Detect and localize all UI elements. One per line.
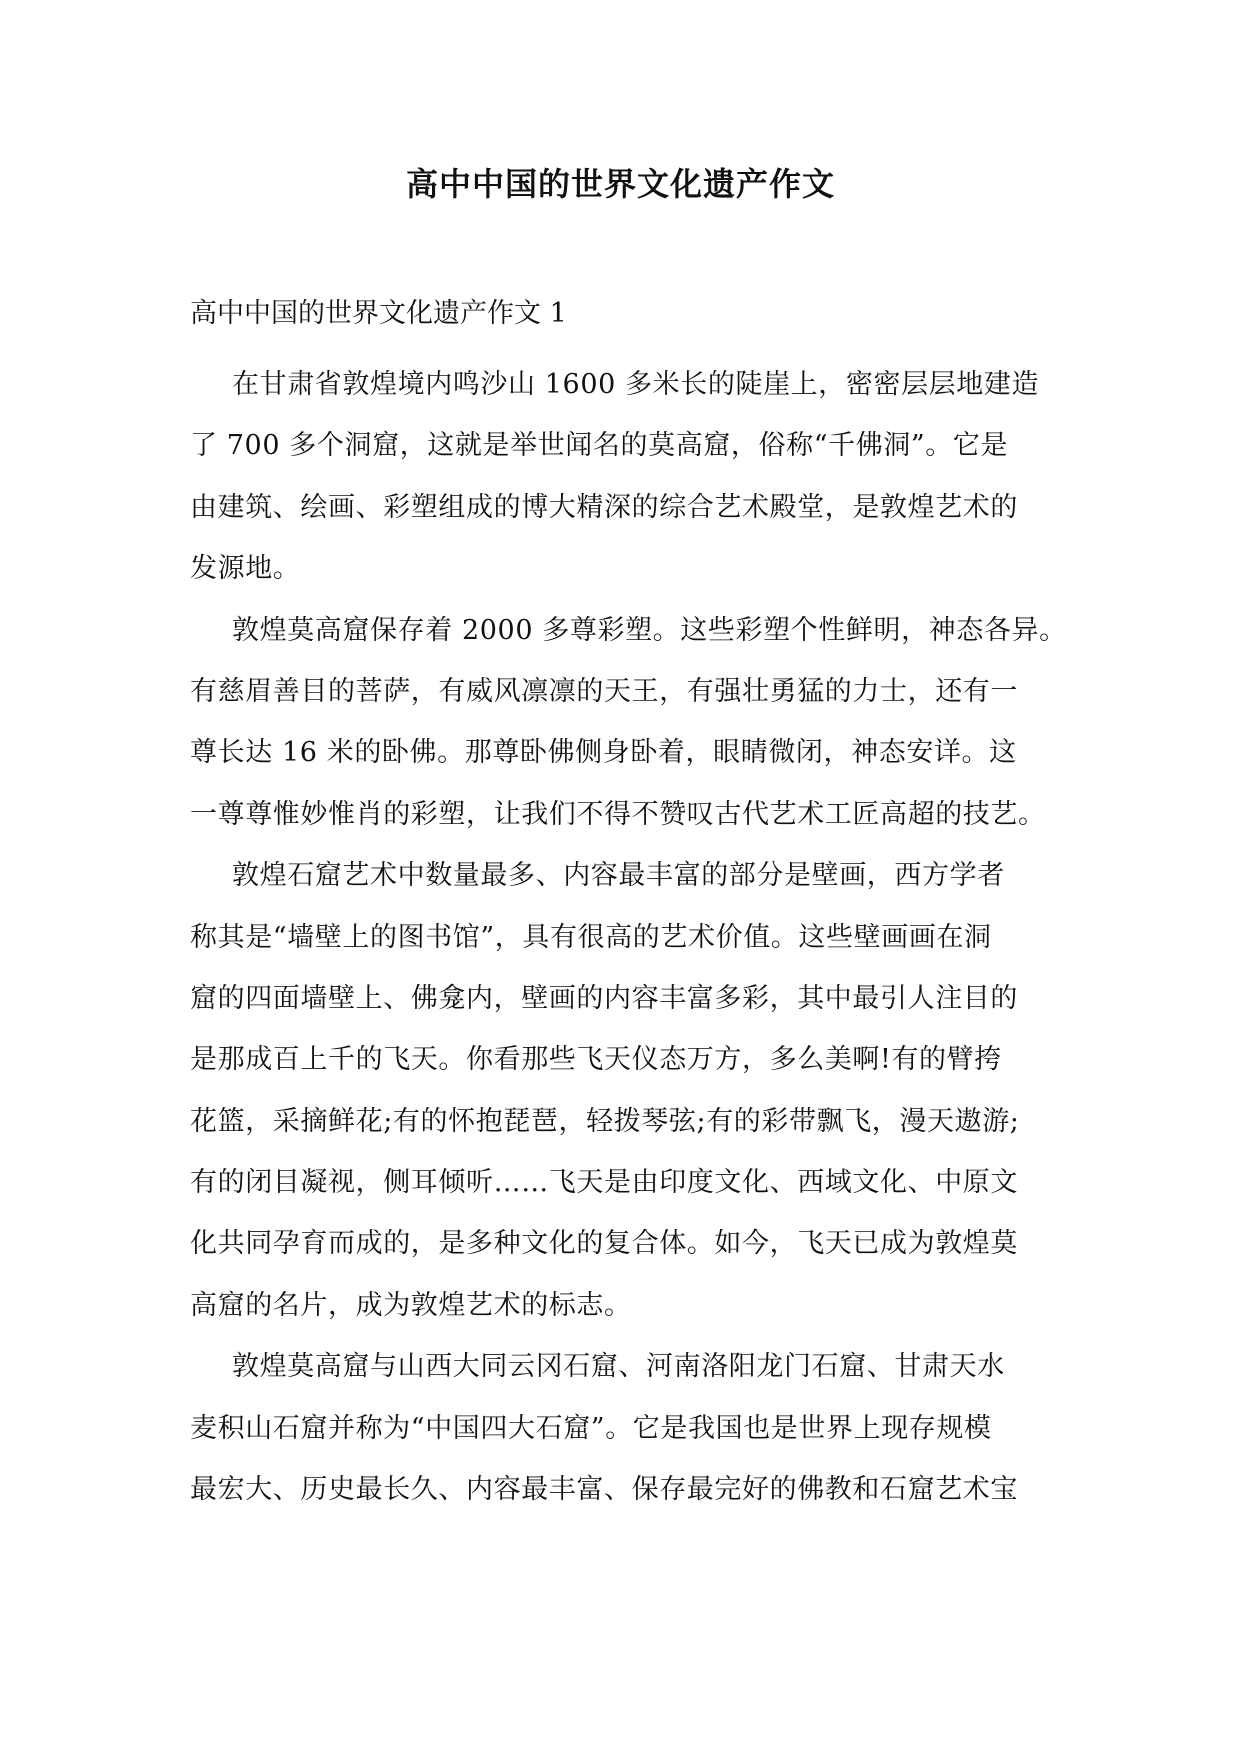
paragraph-2-line-2: 有慈眉善目的菩萨，有威风凛凛的天王，有强壮勇猛的力士，还有一: [190, 675, 1018, 707]
paragraph-3-line-2: 称其是“墙壁上的图书馆”，具有很高的艺术价值。这些壁画画在洞: [190, 921, 992, 953]
paragraph-4-line-2: 麦积山石窟并称为“中国四大石窟”。它是我国也是世界上现存规模: [190, 1412, 992, 1444]
paragraph-4-line-3: 最宏大、历史最长久、内容最丰富、保存最完好的佛教和石窟艺术宝: [190, 1474, 1018, 1506]
paragraph-3-line-5: 花篮，采摘鲜花;有的怀抱琵琶，轻拨琴弦;有的彩带飘飞，漫天遨游;: [190, 1105, 1020, 1137]
paragraph-2-line-4: 一尊尊惟妙惟肖的彩塑，让我们不得不赞叹古代艺术工匠高超的技艺。: [190, 798, 1046, 830]
paragraph-4-line-1: 敦煌莫高窟与山西大同云冈石窟、河南洛阳龙门石窟、甘肃天水: [232, 1351, 1005, 1383]
paragraph-1-line-3: 由建筑、绘画、彩塑组成的博大精深的综合艺术殿堂，是敦煌艺术的: [190, 491, 1018, 523]
essay-body: [190, 354, 1070, 1520]
paragraph-3-line-8: 高窟的名片，成为敦煌艺术的标志。: [190, 1289, 632, 1321]
paragraph-3-line-6: 有的闭目凝视，侧耳倾听……飞天是由印度文化、西域文化、中原文: [190, 1167, 1018, 1199]
paragraph-1-line-4: 发源地。: [190, 553, 301, 585]
paragraph-3-line-4: 是那成百上千的飞天。你看那些飞天仪态万方，多么美啊!有的臂挎: [190, 1044, 1002, 1076]
paragraph-1-line-1: 在甘肃省敦煌境内鸣沙山 1600 多米长的陡崖上，密密层层地建造: [232, 369, 1040, 400]
paragraph-3-line-1: 敦煌石窟艺术中数量最多、内容最丰富的部分是壁画，西方学者: [232, 860, 1005, 892]
document-title: 高中中国的世界文化遗产作文: [405, 165, 835, 203]
paragraph-3-line-3: 窟的四面墙壁上、佛龛内，壁画的内容丰富多彩，其中最引人注目的: [190, 982, 1018, 1014]
paragraph-2-line-3: 尊长达 16 米的卧佛。那尊卧佛侧身卧着，眼睛微闭，神态安详。这: [190, 737, 1017, 769]
section-heading: 高中中国的世界文化遗产作文 1: [190, 298, 567, 329]
paragraph-3-line-7: 化共同孕育而成的，是多种文化的复合体。如今，飞天已成为敦煌莫: [190, 1228, 1018, 1260]
paragraph-1-line-2: 了 700 多个洞窟，这就是举世闻名的莫高窟，俗称“千佛洞”。它是: [190, 430, 1009, 462]
paragraph-2-line-1: 敦煌莫高窟保存着 2000 多尊彩塑。这些彩塑个性鲜明，神态各异。: [232, 614, 1067, 646]
